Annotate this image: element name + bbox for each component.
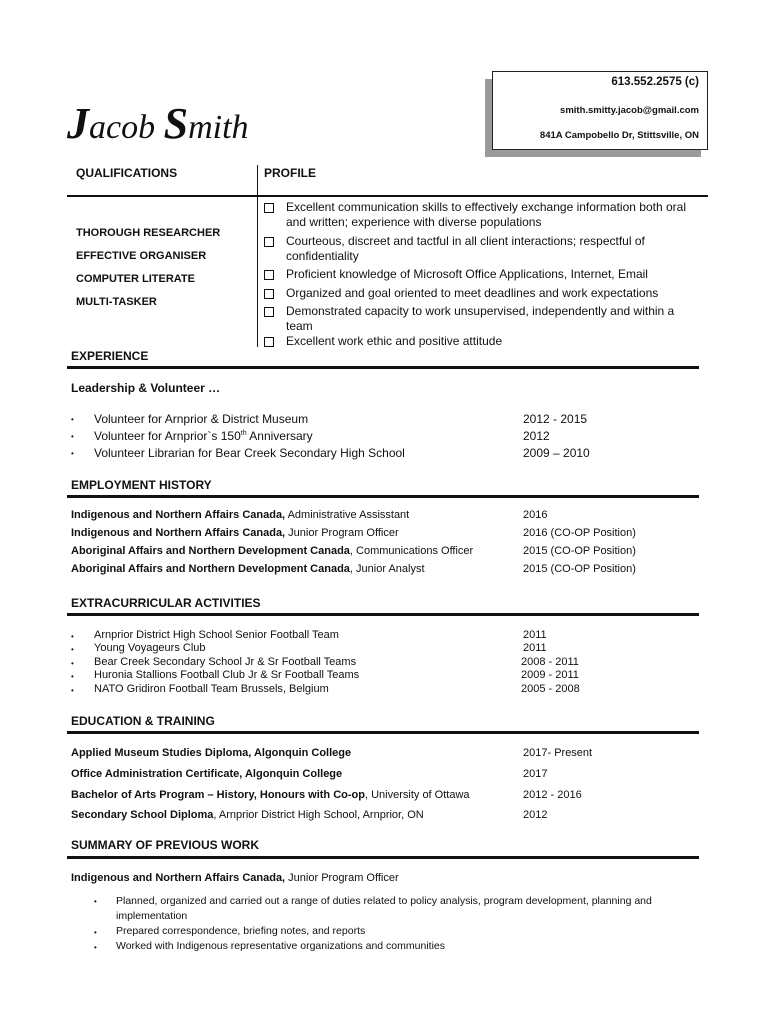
summary-heading: SUMMARY OF PREVIOUS WORK xyxy=(71,838,260,852)
employment-heading: EMPLOYMENT HISTORY xyxy=(71,478,212,492)
extracurricular-date: 2011 xyxy=(523,642,547,654)
education-item: Applied Museum Studies Diploma, Algonquin College xyxy=(71,747,352,759)
extracurricular-item: Huronia Stallions Football Club Jr & Sr Football Teams xyxy=(94,669,360,681)
contact-phone: 613.552.2575 (c) xyxy=(611,76,699,88)
education-heading: EDUCATION & TRAINING xyxy=(71,714,215,728)
bullet-icon: • xyxy=(71,415,74,424)
education-date: 2017- Present xyxy=(523,747,593,759)
extracurricular-item: NATO Gridiron Football Team Brussels, Belgium xyxy=(94,683,329,695)
bullet-icon: • xyxy=(71,672,74,681)
checkbox-icon xyxy=(264,203,274,213)
contact-email: smith.smitty.jacob@gmail.com xyxy=(560,105,699,116)
experience-item: Volunteer Librarian for Bear Creek Secondary High School xyxy=(94,446,405,460)
bullet-icon: • xyxy=(71,686,74,695)
experience-date: 2009 – 2010 xyxy=(523,446,590,460)
employment-item: Indigenous and Northern Affairs Canada, Junior Program Officer xyxy=(71,527,399,539)
profile-item: Excellent communication skills to effectively exchange information both oral and written; experience with diverse populations xyxy=(264,200,704,230)
extracurricular-heading: EXTRACURRICULAR ACTIVITIES xyxy=(71,596,261,610)
employment-date: 2015 (CO-OP Position) xyxy=(523,545,636,557)
experience-date: 2012 - 2015 xyxy=(523,412,588,426)
employment-item: Aboriginal Affairs and Northern Development Canada, Junior Analyst xyxy=(71,563,425,575)
resume-name: Jacob Smith xyxy=(67,99,249,148)
column-divider xyxy=(257,165,258,347)
qualification-item: COMPUTER LITERATE xyxy=(76,273,195,285)
checkbox-icon xyxy=(264,337,274,347)
bullet-icon: • xyxy=(71,432,74,441)
section-rule xyxy=(67,856,699,859)
checkbox-icon xyxy=(264,270,274,280)
education-item: Bachelor of Arts Program – History, Honours with Co-op, University of Ottawa xyxy=(71,789,470,801)
summary-item: Prepared correspondence, briefing notes, and reports xyxy=(116,925,366,937)
profile-item: Courteous, discreet and tactful in all client interactions; respectful of confidentiality xyxy=(264,234,704,264)
experience-item: Volunteer for Arnprior`s 150th Anniversary xyxy=(94,429,313,443)
employment-item: Aboriginal Affairs and Northern Development Canada, Communications Officer xyxy=(71,545,474,557)
employment-date: 2016 xyxy=(523,509,548,521)
summary-item: Worked with Indigenous representative organizations and communities xyxy=(116,940,445,952)
bullet-icon: • xyxy=(71,645,74,654)
experience-date: 2012 xyxy=(523,429,550,443)
profile-heading: PROFILE xyxy=(264,166,317,180)
profile-item: Organized and goal oriented to meet deadlines and work expectations xyxy=(264,286,704,301)
contact-box xyxy=(492,71,708,150)
employment-item: Indigenous and Northern Affairs Canada, Administrative Assisstant xyxy=(71,509,410,521)
qualification-item: MULTI-TASKER xyxy=(76,296,157,308)
experience-subheading: Leadership & Volunteer … xyxy=(71,381,221,395)
contact-address: 841A Campobello Dr, Stittsville, ON xyxy=(539,130,699,141)
extracurricular-date: 2009 - 2011 xyxy=(521,669,579,681)
bullet-icon: • xyxy=(94,897,97,906)
bullet-icon: • xyxy=(94,928,97,937)
extracurricular-date: 2011 xyxy=(523,629,547,641)
extracurricular-item: Young Voyageurs Club xyxy=(94,642,206,654)
summary-item: Planned, organized and carried out a range of duties related to policy analysis, program development, planning and implementation xyxy=(116,895,652,922)
checkbox-icon xyxy=(264,289,274,299)
education-date: 2017 xyxy=(523,768,548,780)
section-rule xyxy=(67,366,699,369)
profile-item: Proficient knowledge of Microsoft Office Applications, Internet, Email xyxy=(264,267,704,282)
section-rule xyxy=(67,495,699,498)
extracurricular-item: Arnprior District High School Senior Football Team xyxy=(94,629,339,641)
extracurricular-date: 2008 - 2011 xyxy=(521,656,579,668)
experience-item: Volunteer for Arnprior & District Museum xyxy=(94,412,309,426)
qualifications-heading: QUALIFICATIONS xyxy=(76,166,178,180)
profile-rule xyxy=(67,195,708,197)
bullet-icon: • xyxy=(71,632,74,641)
profile-item: Excellent work ethic and positive attitude xyxy=(264,334,704,349)
profile-item: Demonstrated capacity to work unsupervised, independently and within a team xyxy=(264,304,704,334)
extracurricular-date: 2005 - 2008 xyxy=(521,683,580,695)
summary-job: Indigenous and Northern Affairs Canada, Junior Program Officer xyxy=(71,872,399,884)
extracurricular-item: Bear Creek Secondary School Jr & Sr Football Teams xyxy=(94,656,357,668)
bullet-icon: • xyxy=(71,449,74,458)
employment-date: 2015 (CO-OP Position) xyxy=(523,563,636,575)
experience-heading: EXPERIENCE xyxy=(71,349,149,363)
qualification-item: EFFECTIVE ORGANISER xyxy=(76,250,207,262)
education-item: Office Administration Certificate, Algonquin College xyxy=(71,768,343,780)
bullet-icon: • xyxy=(71,659,74,668)
education-date: 2012 - 2016 xyxy=(523,789,582,801)
section-rule xyxy=(67,731,699,734)
employment-date: 2016 (CO-OP Position) xyxy=(523,527,636,539)
education-date: 2012 xyxy=(523,809,548,821)
checkbox-icon xyxy=(264,307,274,317)
section-rule xyxy=(67,613,699,616)
checkbox-icon xyxy=(264,237,274,247)
education-item: Secondary School Diploma, Arnprior District High School, Arnprior, ON xyxy=(71,809,424,821)
qualification-item: THOROUGH RESEARCHER xyxy=(76,227,221,239)
bullet-icon: • xyxy=(94,943,97,952)
